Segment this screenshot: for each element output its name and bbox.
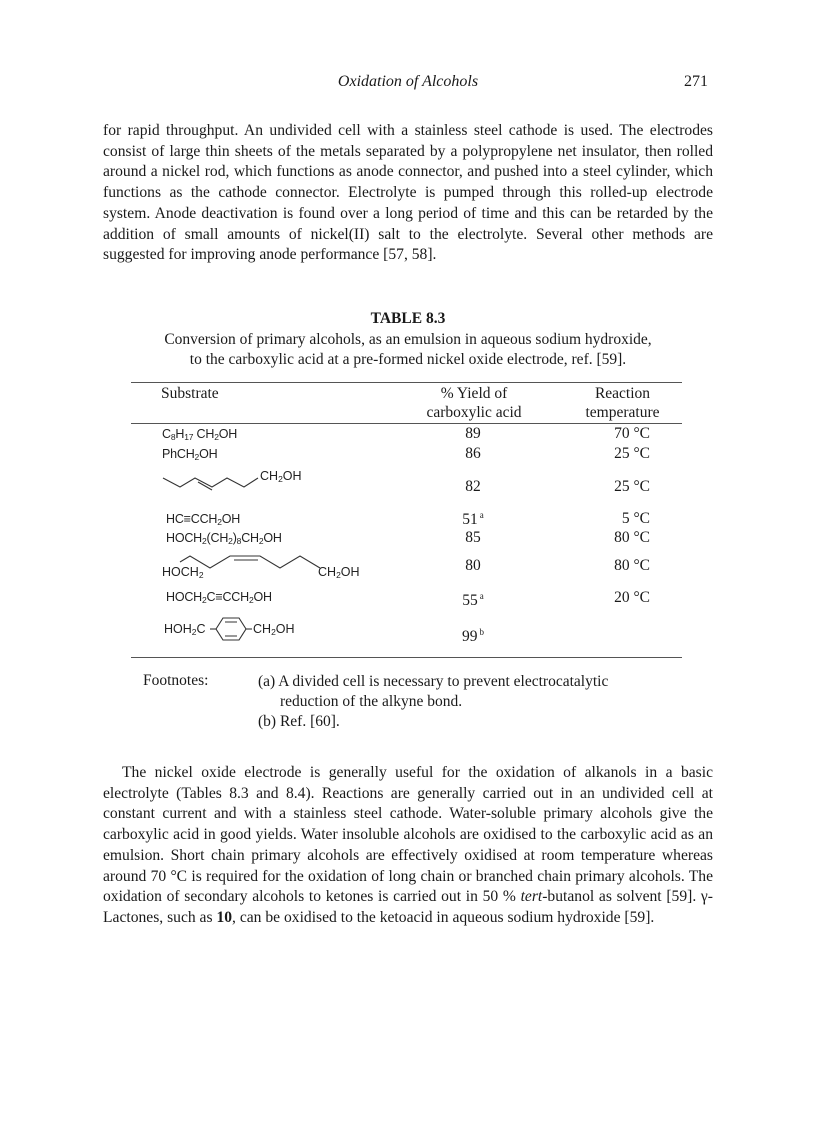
- temperature-cell: 80 °C: [614, 529, 650, 546]
- benzene-dimethanol-structure-icon: [160, 614, 340, 644]
- temperature-cell: 70 °C: [614, 425, 650, 442]
- substrate-butynediol: $HOCH_2C\equiv CCH_2OH$: [166, 590, 272, 605]
- column-header-yield: [380, 384, 568, 422]
- temperature-cell: 5 °C: [621, 510, 650, 527]
- alkene-alcohol-structure-icon: [160, 470, 320, 500]
- alkene-diol-structure-icon: [160, 548, 380, 582]
- footnotes-label: Footnotes:: [143, 672, 209, 689]
- table-caption: [0, 330, 816, 370]
- footnote-a: [258, 672, 688, 712]
- yield-header-line-1: % Yield of: [440, 385, 508, 402]
- svg-text:HOH2C: HOH2C: [164, 622, 206, 637]
- substrate-octyl-methanol: $C_8H_{17}$ $CH_2OH$: [162, 427, 238, 442]
- svg-text:CH2OH: CH2OH: [260, 470, 302, 484]
- body-paragraph-2: The nickel oxide electrode is generally useful for the oxidation of alkanols in a basic electrolyte (Tables 8.3 and 8.4). Reactions are generally carried out in an undivided cell at constant current and with a stainless steel cathode. Water-soluble primary alcohols give the carboxylic acid in good yields. Water insoluble alcohols are oxidised to the carboxylic acid as an emulsion. Short chain primary alcohols are effectively oxidised at room temperature whereas around 70 °C is required for the oxidation of long chain or branched chain primary alcohols. The oxidation of secondary alcohols to ketones is carried out in 50 % tert-butanol as solvent [59]. γ-Lactones, such as 10, can be oxidised to the ketoacid in aqueous sodium hydroxide [59].: [103, 764, 714, 926]
- temp-header-line-1: Reaction: [594, 385, 651, 402]
- substrate-decanediol: $HOCH_2(CH_2)_8CH_2OH$: [166, 531, 282, 546]
- yield-cell: 85: [465, 529, 481, 546]
- footnote-a-line-2: reduction of the alkyne bond.: [280, 693, 463, 710]
- substrate-propargyl-alcohol: $HC\equiv CCH_2OH$: [166, 512, 241, 527]
- temperature-cell: 80 °C: [614, 557, 650, 574]
- body-paragraph-1: for rapid throughput. An undivided cell with a stainless steel cathode is used. The electrodes consist of large thin sheets of the metals separated by a polypropylene net insulator, then rolled around a nickel rod, which functions as anode connector, and pushed into a steel cylinder, which functions as the cathode connector. Electrolyte is pumped through this rolled-up electrode system. Anode deactivation is found over a long period of time and this can be retarded by the addition of small amounts of nickel(II) salt to the electrolyte. Several other methods are suggested for improving anode performance [57, 58].: [103, 122, 713, 264]
- yield-cell: 86: [465, 445, 481, 462]
- yield-cell: 99 $^b$: [462, 627, 484, 645]
- running-head: [0, 73, 816, 95]
- yield-cell: 80: [465, 557, 481, 574]
- yield-cell: 82: [465, 478, 481, 495]
- footnote-marker: b: [479, 627, 484, 637]
- yield-cell: 55 $^a$: [462, 591, 484, 609]
- footnote-b: (b) Ref. [60].: [258, 713, 340, 730]
- compound-reference: 10: [216, 908, 233, 926]
- yield-cell: 51 $^a$: [462, 510, 484, 528]
- table-bottom-rule: [131, 657, 682, 658]
- footnote-a-line-1: (a) A divided cell is necessary to prevent electrocatalytic: [258, 673, 609, 690]
- column-header-substrate: Substrate: [161, 385, 219, 402]
- yield-cell: 89: [465, 425, 481, 442]
- table-caption-line-1: Conversion of primary alcohols, as an emulsion in aqueous sodium hydroxide,: [164, 331, 652, 348]
- column-header-temperature: [565, 384, 680, 422]
- temperature-cell: 25 °C: [614, 478, 650, 495]
- temperature-cell: 20 °C: [614, 589, 650, 606]
- svg-text:HOCH2: HOCH2: [162, 565, 204, 580]
- yield-header-line-2: carboxylic acid: [426, 404, 522, 421]
- footnote-marker: a: [479, 591, 484, 601]
- table-top-rule: [131, 382, 682, 383]
- svg-text:CH2OH: CH2OH: [318, 565, 360, 580]
- table-header-rule: [131, 423, 682, 424]
- table-caption-line-2: to the carboxylic acid at a pre-formed nickel oxide electrode, ref. [59].: [189, 351, 627, 368]
- substrate-benzyl-alcohol: PhCH$_2$OH: [162, 447, 218, 462]
- page-number: 271: [684, 73, 708, 90]
- svg-text:CH2OH: CH2OH: [253, 622, 295, 637]
- temperature-cell: 25 °C: [614, 445, 650, 462]
- footnote-marker: a: [479, 510, 484, 520]
- temp-header-line-2: temperature: [585, 404, 660, 421]
- running-title: Oxidation of Alcohols: [337, 73, 479, 90]
- table-title: TABLE 8.3: [370, 310, 446, 327]
